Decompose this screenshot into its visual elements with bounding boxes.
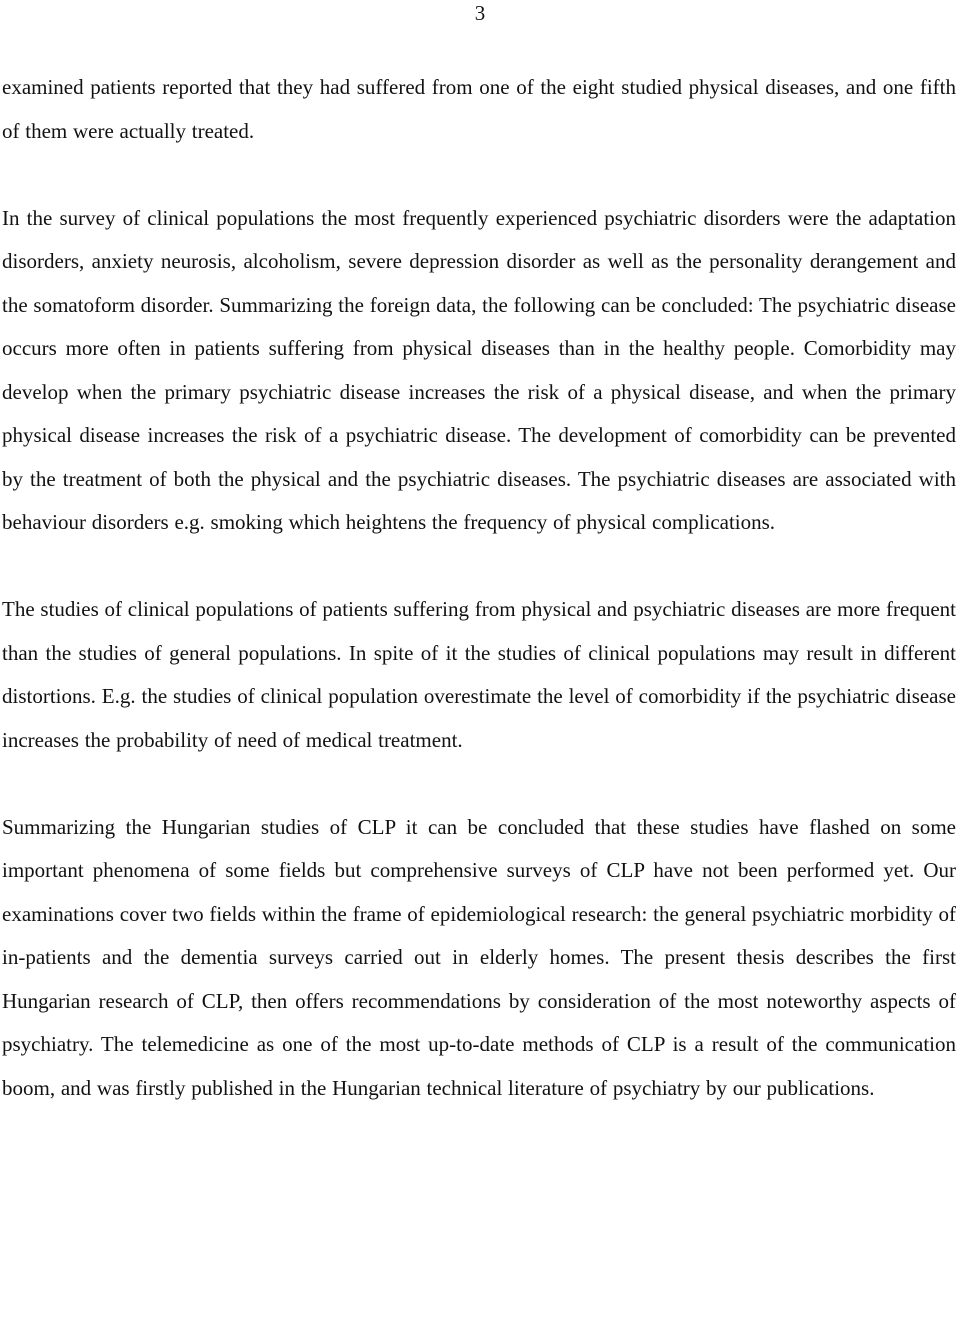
page-number: 3 (474, 1, 486, 25)
paragraph-hungarian-clp-studies: Summarizing the Hungarian studies of CLP it can be concluded that these studies have flashed on some important phenomena of some fields but comprehensive surveys of CLP have not been performed yet. Our examinations cover two fields within the frame of epidemiological research: the general psychiatric morbidity of in-patients and the dementia surveys carried out in elderly homes. The present thesis describes the first Hungarian research of CLP, then offers recommendations by consideration of the most noteworthy aspects of psychiatry. The telemedicine as one of the most up-to-date methods of CLP is a result of the communication boom, and was firstly published in the Hungarian technical literature of psychiatry by our publications. (2, 814, 957, 1100)
paragraph-comorbidity-prevalence: examined patients reported that they had suffered from one of the eight studied physical diseases, and one fifth of them were actually treated. (2, 75, 956, 143)
body-text (2, 66, 956, 1110)
paragraph-clinical-surveys: In the survey of clinical populations the most frequently experienced psychiatric disorders were the adaptation disorders, anxiety neurosis, alcoholism, severe depression disorder as well as the personality derangement and the somatoform disorder. Summarizing the foreign data, the following can be concluded: The psychiatric disease occurs more often in patients suffering from physical diseases than in the healthy people. Comorbidity may develop when the primary psychiatric disease increases the risk of a physical disease, and when the primary physical disease increases the risk of a psychiatric disease. The development of comorbidity can be prevented by the treatment of both the physical and the psychiatric diseases. The psychiatric diseases are associated with behaviour disorders e.g. smoking which heightens the frequency of physical complications. (2, 205, 956, 534)
paragraph-clinical-population-studies: The studies of clinical populations of patients suffering from physical and psychiatric diseases are more frequent than the studies of general populations. In spite of it the studies of clinical populations may result in different distortions. E.g. the studies of clinical population overestimate the level of comorbidity if the psychiatric disease increases the probability of need of medical treatment. (2, 597, 956, 752)
